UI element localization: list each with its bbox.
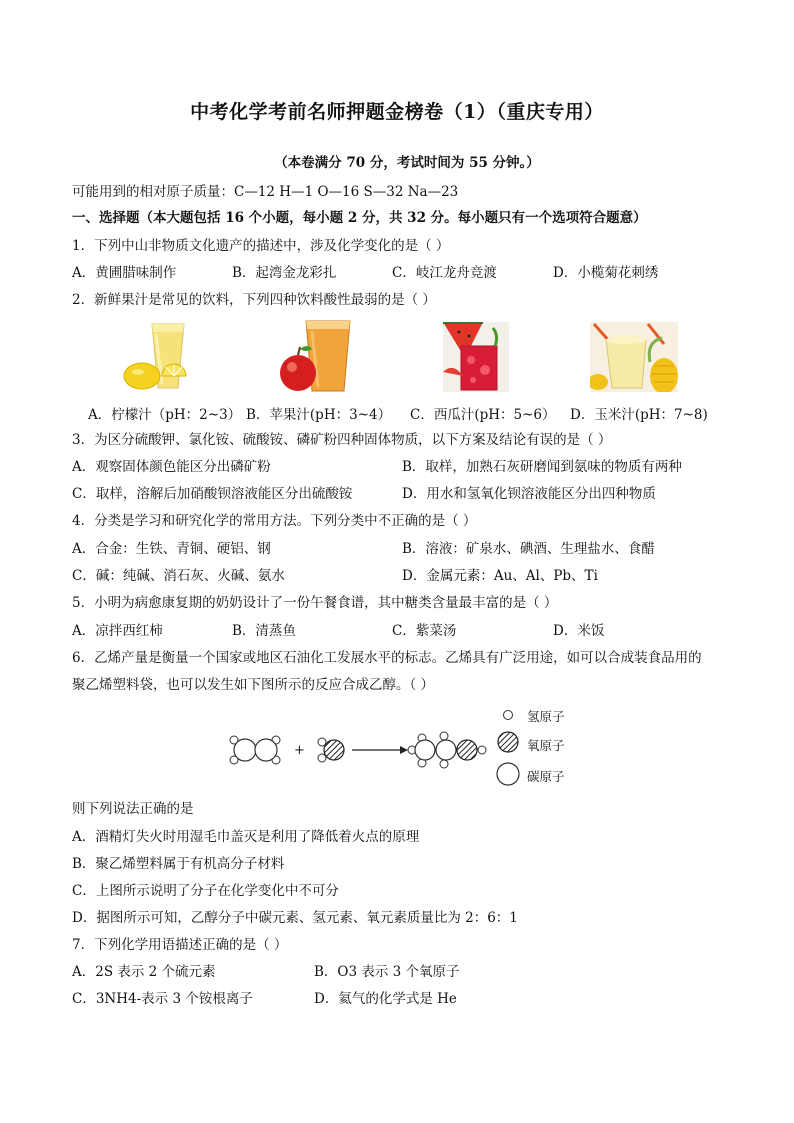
question-1-option-c: C．岐江龙舟竞渡: [392, 265, 497, 281]
carbon-atom-icon: [497, 763, 519, 785]
reaction-arrow: [352, 746, 408, 754]
question-5-option-d: D．米饭: [553, 623, 605, 639]
question-2-option-a: A．柠檬汁（pH：2~3）: [88, 407, 242, 423]
question-1-stem: 1．下列中山非物质文化遗产的描述中，涉及化学变化的是（ ）: [72, 238, 450, 254]
question-6-option-d: D．据图所示可知，乙醇分子中碳元素、氢元素、氧元素质量比为 2：6：1: [72, 910, 518, 926]
legend-carbon-label: 碳原子: [527, 769, 565, 784]
watermelon-juice-image: [443, 322, 509, 392]
exam-info: （本卷满分 70 分，考试时间为 55 分钟。）: [274, 155, 540, 171]
ethylene-molecule: [230, 736, 280, 764]
question-7-stem: 7．下列化学用语描述正确的是（ ）: [72, 937, 288, 953]
question-4-option-c: C．碱：纯碱、消石灰、火碱、氨水: [72, 568, 285, 584]
question-5-option-a: A．凉拌西红柿: [72, 623, 163, 639]
lemon-juice-image: [122, 320, 198, 392]
atom-legend: [496, 706, 526, 788]
question-7-option-b: B．O3 表示 3 个氧原子: [314, 964, 460, 980]
ethanol-molecule: [408, 732, 486, 768]
question-1-option-b: B．起湾金龙彩扎: [232, 265, 337, 281]
apple-juice-image: [276, 319, 354, 393]
reaction-diagram: [222, 730, 492, 770]
question-6-stem-line-2: 聚乙烯塑料袋，也可以发生如下图所示的反应合成乙醇。（ ）: [72, 677, 435, 693]
question-7-option-c: C．3NH4-表示 3 个铵根离子: [72, 991, 253, 1007]
plus-sign: +: [294, 743, 305, 758]
question-1-option-a: A．黄圃腊味制作: [72, 265, 177, 281]
question-1-option-d: D．小榄菊花刺绣: [553, 265, 659, 281]
question-4-option-a: A．合金：生铁、青铜、硬铝、钢: [72, 541, 271, 557]
question-2-option-c: C．西瓜汁(pH：5~6）: [410, 407, 556, 423]
question-5-option-c: C．紫菜汤: [392, 623, 457, 639]
question-2-option-d: D．玉米汁(pH：7~8): [570, 407, 708, 423]
question-4-option-b: B．溶液：矿泉水、碘酒、生理盐水、食醋: [402, 541, 655, 557]
question-4-stem: 4．分类是学习和研究化学的常用方法。下列分类中不正确的是（ ）: [72, 513, 477, 529]
question-3-option-c: C．取样，溶解后加硝酸钡溶液能区分出硫酸铵: [72, 486, 353, 502]
question-6-option-b: B．聚乙烯塑料属于有机高分子材料: [72, 856, 285, 872]
question-7-option-d: D．氦气的化学式是 He: [314, 991, 457, 1007]
question-3-option-b: B．取样，加熟石灰研磨闻到氨味的物质有两种: [402, 459, 682, 475]
question-2-stem: 2．新鲜果汁是常见的饮料，下列四种饮料酸性最弱的是（ ）: [72, 292, 436, 308]
atomic-mass-line: 可能用到的相对原子质量：C—12 H—1 O—16 S—32 Na—23: [72, 184, 459, 200]
question-5-stem: 5．小明为病愈康复期的奶奶设计了一份午餐食谱，其中糖类含量最丰富的是（ ）: [72, 595, 558, 611]
corn-juice-image: [590, 322, 678, 392]
legend-oxygen-label: 氧原子: [527, 738, 565, 753]
question-3-option-a: A．观察固体颜色能区分出磷矿粉: [72, 459, 271, 475]
question-7-option-a: A．2S 表示 2 个硫元素: [72, 964, 216, 980]
question-6-option-c: C．上图所示说明了分子在化学变化中不可分: [72, 883, 339, 899]
page-title: 中考化学考前名师押题金榜卷（1）（重庆专用）: [190, 101, 604, 123]
question-6-stem-line-1: 6．乙烯产量是衡量一个国家或地区石油化工发展水平的标志。乙烯具有广泛用途，如可以合成装食品用的: [72, 650, 702, 666]
question-3-stem: 3．为区分硫酸钾、氯化铵、硫酸铵、磷矿粉四种固体物质，以下方案及结论有误的是（ ）: [72, 432, 612, 448]
oxygen-atom-icon: [498, 732, 518, 752]
section-heading: 一、选择题（本大题包括 16 个小题，每小题 2 分，共 32 分。每小题只有一个选项符合题意）: [72, 210, 647, 226]
question-2-option-b: B．苹果汁(pH：3~4）: [246, 407, 392, 423]
question-3-option-d: D．用水和氢氧化钡溶液能区分出四种物质: [402, 486, 656, 502]
legend-hydrogen-label: 氢原子: [527, 709, 565, 724]
hydrogen-atom-icon: [504, 711, 513, 720]
question-5-option-b: B．清蒸鱼: [232, 623, 296, 639]
question-4-option-d: D．金属元素：Au、Al、Pb、Ti: [402, 568, 598, 584]
question-6-lead: 则下列说法正确的是: [72, 801, 194, 817]
water-molecule: [318, 738, 344, 762]
question-6-option-a: A．酒精灯失火时用湿毛巾盖灭是利用了降低着火点的原理: [72, 829, 420, 845]
